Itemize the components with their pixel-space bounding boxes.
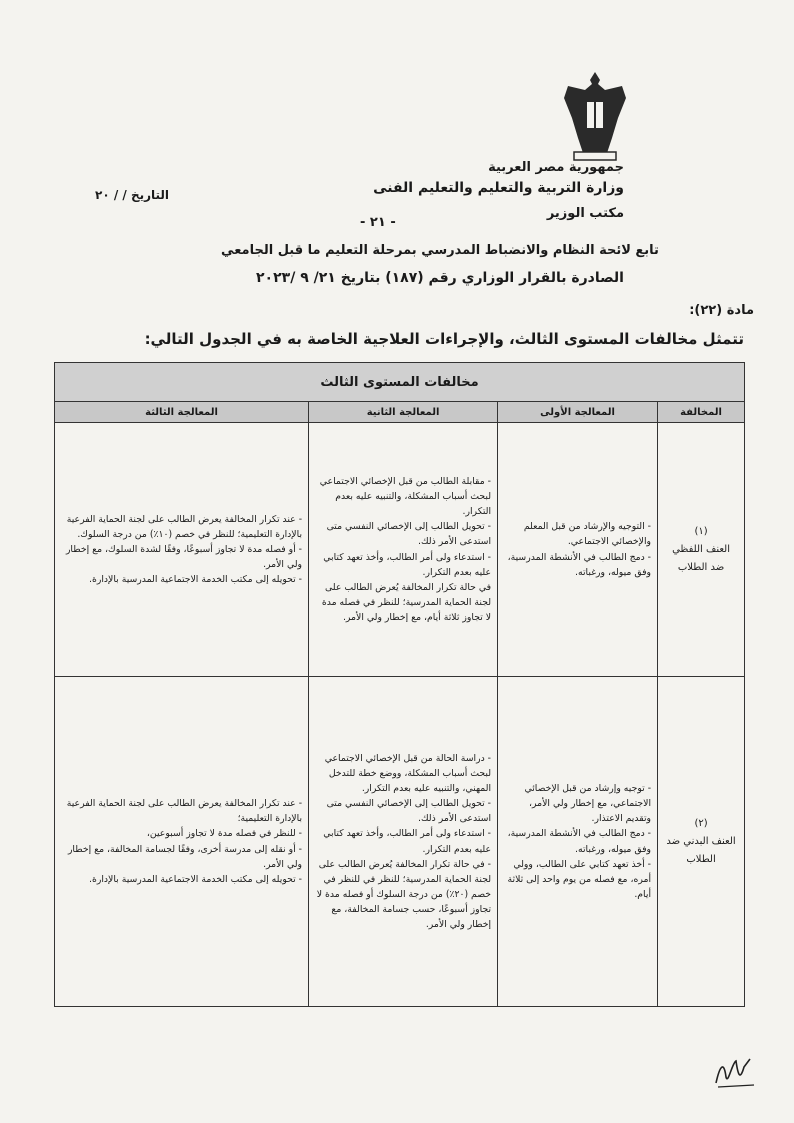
second-treatment-item: - مقابلة الطالب من قبل الإخصائي الاجتماعي لبحث أسباب المشكلة، والتنبيه عليه بعدم التكرار. — [319, 476, 492, 518]
third-treatment-item: - أو فصله مدة لا تجاوز أسبوعًا، وفقًا لشدة السلوك، مع إخطار ولي الأمر. — [65, 543, 303, 571]
page-number: - ٢١ - — [360, 215, 396, 230]
decree-reference: الصادرة بالقرار الوزاري رقم (١٨٧) بتاريخ ٢١/ ٩ /٢٠٢٣ — [256, 270, 624, 286]
first-treatment-item: - دمج الطالب في الأنشطة المدرسية، وفق ميوله، ورغباته. — [507, 828, 652, 855]
article-intro: تتمثل مخالفات المستوى الثالث، والإجراءات العلاجية الخاصة به في الجدول التالي: — [144, 330, 744, 348]
violation-cell — [658, 677, 745, 1007]
third-treatment-cell — [55, 677, 309, 1007]
header-second-treatment: المعالجة الثانية — [309, 402, 498, 423]
second-treatment-cell — [309, 677, 498, 1007]
table-row — [55, 677, 745, 1007]
third-treatment-item: - تحويله إلى مكتب الخدمة الاجتماعية المدرسية بالإدارة. — [89, 873, 303, 885]
second-treatment-item: - دراسة الحالة من قبل الإخصائي الاجتماعي لبحث أسباب المشكلة، ووضع خطة للتدخل المهني، والتنبيه عليه بعدم التكرار. — [324, 753, 492, 795]
first-treatment-cell — [498, 423, 658, 677]
second-treatment-item: - تحويل الطالب إلى الإخصائي النفسي متى استدعى الأمر ذلك. — [326, 798, 492, 825]
first-treatment-item: - دمج الطالب في الأنشطة المدرسية، وفق ميوله، ورغباته. — [507, 551, 652, 578]
first-treatment-cell — [498, 677, 658, 1007]
header-third-treatment: المعالجة الثالثة — [55, 402, 309, 423]
eagle-emblem-icon — [560, 68, 630, 166]
second-treatment-item: - تحويل الطالب إلى الإخصائي النفسي متى استدعى الأمر ذلك. — [326, 521, 492, 548]
republic-name: جمهورية مصر العربية — [488, 160, 624, 175]
third-treatment-item: - أو نقله إلى مدرسة أخرى، وفقًا لجسامة المخالفة، مع إخطار ولي الأمر. — [67, 843, 303, 870]
date-field: التاريخ / / ٢٠ — [95, 188, 170, 202]
second-treatment-cell — [309, 423, 498, 677]
document-title: تابع لائحة النظام والانضباط المدرسي بمرحلة التعليم ما قبل الجامعي — [221, 243, 659, 258]
violations-table — [54, 362, 745, 1007]
second-treatment-item: - استدعاء ولى أمر الطالب، وأخذ تعهد كتابي عليه بعدم التكرار. — [323, 551, 492, 578]
first-treatment-item: - التوجيه والإرشاد من قبل المعلم والإخصائي الاجتماعي. — [523, 521, 652, 548]
violation-name: العنف البدني ضد الطلاب — [666, 835, 736, 865]
violation-number: (١) — [694, 525, 708, 537]
first-treatment-item: - توجيه وإرشاد من قبل الإخصائي الاجتماعي، مع إخطار ولي الأمر، وتقديم الاعتذار. — [524, 783, 652, 825]
header-first-treatment: المعالجة الأولى — [498, 402, 658, 423]
second-treatment-item: - استدعاء ولى أمر الطالب، وأخذ تعهد كتابي عليه بعدم التكرار. — [323, 828, 492, 855]
table-row — [55, 423, 745, 677]
third-treatment-item: - عند تكرار المخالفة يعرض الطالب على لجنة الحماية الفرعية بالإدارة التعليمية؛ — [66, 798, 303, 825]
third-treatment-item: - عند تكرار المخالفة يعرض الطالب على لجنة الحماية الفرعية بالإدارة التعليمية؛ للنظر في خصم (١٠٪) من درجة السلوك. — [66, 513, 303, 540]
article-number: مادة (٢٢): — [689, 303, 754, 318]
second-treatment-item: - في حالة تكرار المخالفة يُعرض الطالب على لجنة الحماية المدرسية؛ للنظر في للنظر في خصم (٢٠٪) من درجة السلوك أو فصله مدة لا تجاوز أسبوعًا، حسب جسامة المخالفة، مع إخطار ولي الأمر. — [316, 858, 492, 930]
third-treatment-item: - للنظر في فصله مدة لا تجاوز أسبوعين، — [146, 828, 303, 840]
ministry-name: وزارة التربية والتعليم والتعليم الفنى — [373, 180, 624, 196]
table-band-title: مخالفات المستوى الثالث — [55, 363, 745, 402]
handwritten-initials-icon — [710, 1055, 760, 1090]
violation-cell — [658, 423, 745, 677]
violation-name: العنف اللفظي ضد الطلاب — [672, 543, 731, 573]
first-treatment-item: - أخذ تعهد كتابي على الطالب، وولي أمره، مع فصله من يوم واحد إلى ثلاثة أيام. — [507, 858, 652, 900]
violation-number: (٢) — [694, 817, 708, 829]
office-name: مكتب الوزير — [546, 206, 624, 221]
second-treatment-item: في حالة تكرار المخالفة يُعرض الطالب على لجنة الحماية المدرسية؛ للنظر في فصله مدة لا تجاوز ثلاثة أيام، مع إخطار ولي الأمر. — [321, 581, 492, 623]
header-violation: المخالفة — [658, 402, 745, 423]
third-treatment-cell — [55, 423, 309, 677]
third-treatment-item: - تحويله إلى مكتب الخدمة الاجتماعية المدرسية بالإدارة. — [89, 574, 303, 586]
